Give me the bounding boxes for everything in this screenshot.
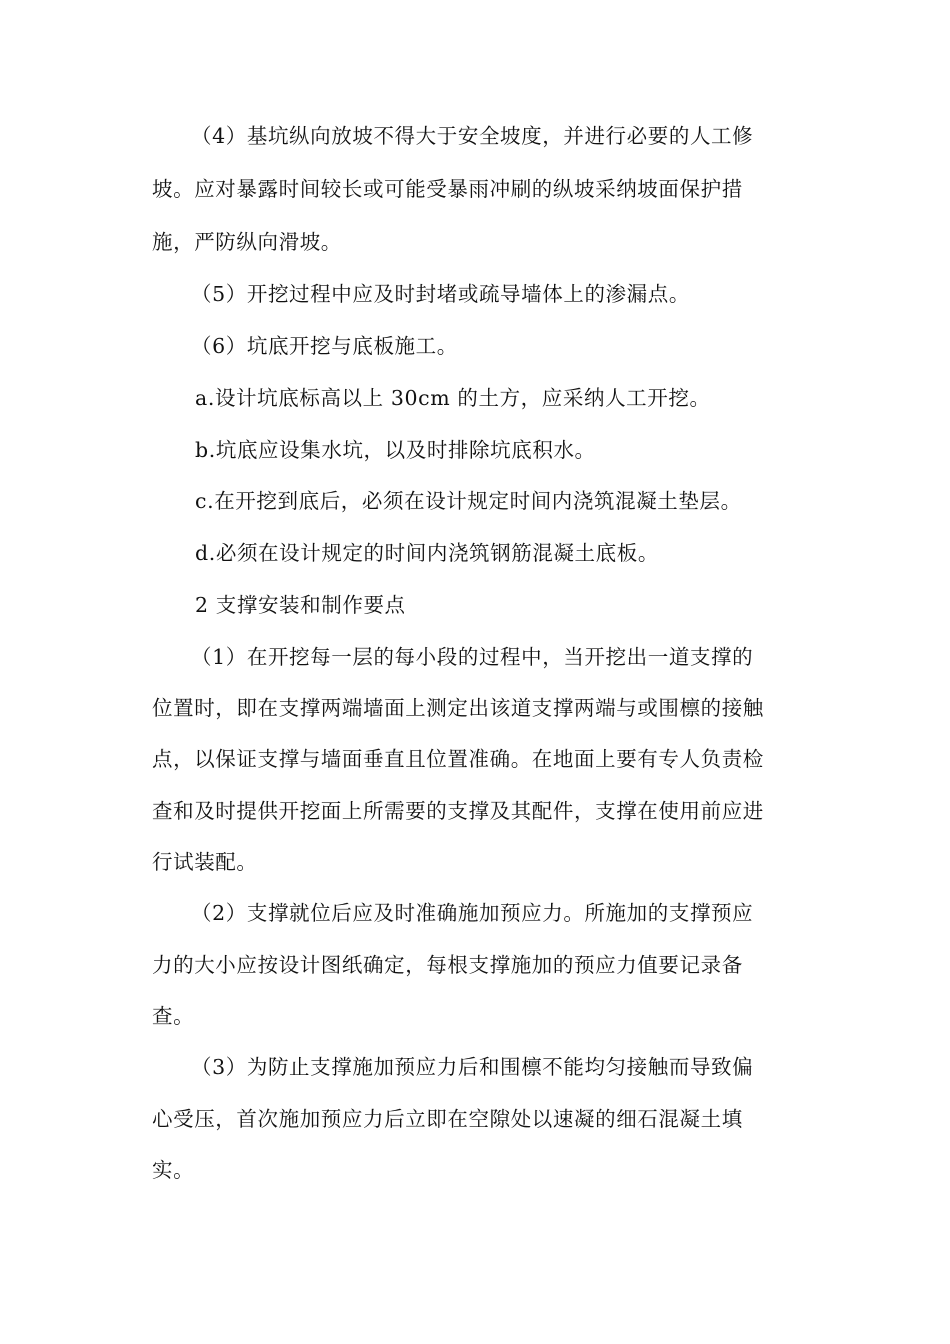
para-1-line-4: 查和及时提供开挖面上所需要的支撑及其配件，支撑在使用前应进 — [152, 799, 764, 823]
para-6: （6）坑底开挖与底板施工。 — [191, 334, 458, 358]
item-d: d.必须在设计规定的时间内浇筑钢筋混凝土底板。 — [195, 541, 659, 565]
item-c: c.在开挖到底后，必须在设计规定时间内浇筑混凝土垫层。 — [195, 489, 742, 513]
para-4-line-1: （4）基坑纵向放坡不得大于安全坡度，并进行必要的人工修 — [191, 124, 754, 148]
para-3-line-1: （3）为防止支撑施加预应力后和围檩不能均匀接触而导致偏 — [191, 1055, 754, 1079]
item-a: a.设计坑底标高以上 30cm 的土方，应采纳人工开挖。 — [195, 386, 711, 410]
para-1-line-3: 点，以保证支撑与墙面垂直且位置准确。在地面上要有专人负责检 — [152, 747, 764, 771]
para-3-line-2: 心受压，首次施加预应力后立即在空隙处以速凝的细石混凝土填 — [152, 1107, 743, 1131]
para-1-line-2: 位置时，即在支撑两端墙面上测定出该道支撑两端与或围檩的接触 — [152, 696, 764, 720]
para-4-line-3: 施，严防纵向滑坡。 — [152, 230, 342, 254]
para-2-line-3: 查。 — [152, 1004, 195, 1028]
para-5: （5）开挖过程中应及时封堵或疏导墙体上的渗漏点。 — [191, 282, 690, 306]
item-b: b.坑底应设集水坑，以及时排除坑底积水。 — [195, 438, 596, 462]
section-heading: 2 支撑安装和制作要点 — [195, 593, 406, 617]
para-2-line-2: 力的大小应按设计图纸确定，每根支撑施加的预应力值要记录备 — [152, 953, 743, 977]
para-3-line-3: 实。 — [152, 1158, 195, 1182]
para-1-line-1: （1）在开挖每一层的每小段的过程中，当开挖出一道支撑的 — [191, 645, 754, 669]
para-1-line-5: 行试装配。 — [152, 850, 258, 874]
para-4-line-2: 坡。应对暴露时间较长或可能受暴雨冲刷的纵坡采纳坡面保护措 — [152, 177, 743, 201]
para-2-line-1: （2）支撑就位后应及时准确施加预应力。所施加的支撑预应 — [191, 901, 754, 925]
